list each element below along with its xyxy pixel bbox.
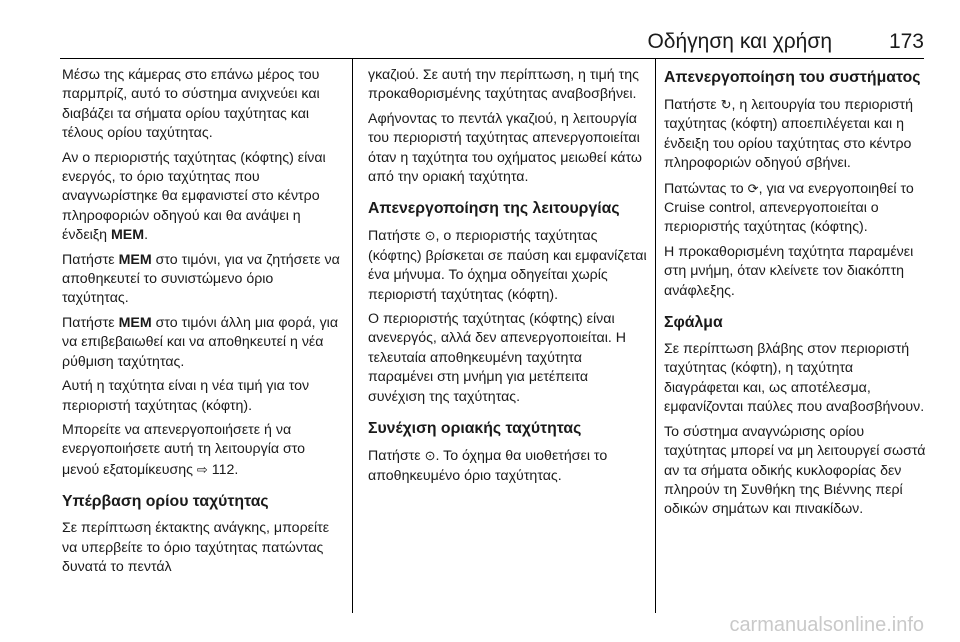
speed-limiter-pause-icon: ⊙ xyxy=(424,228,436,244)
page-number: 173 xyxy=(888,30,924,53)
mem-label: MEM xyxy=(110,227,145,244)
section-heading: Απενεργοποίηση της λειτουργίας xyxy=(368,200,620,218)
paragraph: Πατήστε MEM στο τιμόνι, για να ζητήσετε να αποθηκευτεί το συνιστώμενο όριο ταχύτητας. xyxy=(62,251,340,307)
paragraph: Σε περίπτωση βλάβης στον περιοριστή ταχύτητας (κόφτη), η ταχύτητα διαγράφεται και, ως αποτέλεσμα, εμφανίζονται παύλες που αναβοσβήνουν. xyxy=(664,341,925,416)
watermark: carmanualsonline.info xyxy=(729,614,924,636)
paragraph: γκαζιού. Σε αυτή την περίπτωση, η τιμή της προκαθορισμένης ταχύτητας αναβοσβήνει. xyxy=(368,67,639,103)
header-rule xyxy=(60,58,924,59)
paragraph: Πατήστε ↻, η λειτουργία του περιοριστή ταχύτητας (κόφτη) αποεπιλέγεται και η ένδειξη του ορίου ταχύτητας στο κέντρο πληροφοριών οδηγού σβήνει. xyxy=(664,97,913,172)
paragraph: Πατήστε ⊙. Το όχημα θα υιοθετήσει το αποθηκευμένο όριο ταχύτητας. xyxy=(368,448,608,484)
paragraph: Πατώντας το ⟳, για να ενεργοποιηθεί το Cruise control, απενεργοποιείται ο περιοριστής ταχύτητας (κόφτης). xyxy=(664,180,914,236)
page-reference-arrow-icon: ⇨ xyxy=(196,461,208,477)
column-divider-2 xyxy=(655,58,656,613)
speed-limiter-icon: ↻ xyxy=(720,97,732,112)
section-heading: Σφάλμα xyxy=(664,314,723,332)
paragraph: Μέσω της κάμερας στο επάνω μέρος του παρμπρίζ, αυτό το σύστημα ανιχνεύει και διαβάζει τα σήματα ορίου ταχύτητας και τέλους ορίου ταχύτητας. xyxy=(62,67,320,142)
column-2 xyxy=(368,66,648,491)
column-3 xyxy=(664,66,930,525)
paragraph: Το σύστημα αναγνώρισης ορίου ταχύτητας μπορεί να μη λειτουργεί σωστά αν τα σήματα οδικής κυκλοφορίας δεν πληρούν τη Συνθήκη της Βιέννης περί οδικών σημάτων και πινακίδων. xyxy=(664,423,926,518)
column-1 xyxy=(62,66,342,582)
paragraph: Αν ο περιοριστής ταχύτητας (κόφτης) είναι ενεργός, το όριο ταχύτητας που αναγνωρίστηκε θα εμφανιστεί στο κέντρο πληροφοριών οδηγού και θα ανάψει η ένδειξη MEM. xyxy=(62,149,326,244)
paragraph: Ο περιοριστής ταχύτητας (κόφτης) είναι ανενεργός, αλλά δεν απενεργοποιείται. Η τελευταία αποθηκευμένη ταχύτητα παραμένει στη μνήμη για μετέπειτα συνέχιση της ταχύτητας. xyxy=(368,311,626,405)
section-heading: Συνέχιση οριακής ταχύτητας xyxy=(368,420,582,438)
paragraph: Αφήνοντας το πεντάλ γκαζιού, η λειτουργία του περιοριστή ταχύτητας απενεργοποιείται όταν η ταχύτητα του οχήματος μειωθεί κάτω από την οριακή ταχύτητα. xyxy=(368,110,642,186)
mem-label: MEM xyxy=(118,314,152,331)
paragraph: Αυτή η ταχύτητα είναι η νέα τιμή για τον περιοριστή ταχύτητας (κόφτη). xyxy=(62,378,310,414)
cruise-control-icon: ⟳ xyxy=(747,180,759,196)
speed-limiter-resume-icon: ⊙ xyxy=(424,448,436,464)
column-divider-1 xyxy=(352,58,353,613)
paragraph: Η προκαθορισμένη ταχύτητα παραμένει στη μνήμη, όταν κλείνετε τον διακόπτη ανάφλεξης. xyxy=(664,243,914,299)
paragraph: Πατήστε ⊙, ο περιοριστής ταχύτητας (κόφτης) βρίσκεται σε παύση και εμφανίζεται ένα μήνυμα. Το όχημα οδηγείται χωρίς περιοριστή ταχύτητας (κόφτη). xyxy=(368,228,647,303)
mem-label: MEM xyxy=(118,251,152,268)
section-heading: Υπέρβαση ορίου ταχύτητας xyxy=(62,493,269,511)
paragraph: Σε περίπτωση έκτακτης ανάγκης, μπορείτε να υπερβείτε το όριο ταχύτητας πατώντας δυνατά το πεντάλ xyxy=(62,520,330,575)
paragraph: Πατήστε MEM στο τιμόνι άλλη μια φορά, για να επιβεβαιωθεί και να αποθηκευτεί η νέα ρύθμιση ταχύτητας. xyxy=(62,314,339,370)
section-heading: Απενεργοποίηση του συστήματος xyxy=(664,69,921,86)
paragraph: Μπορείτε να απενεργοποιήσετε ή να ενεργοποιήσετε αυτή τη λειτουργία στο μενού εξατομίκευσης ⇨ 112. xyxy=(62,421,306,478)
chapter-title: Οδήγηση και χρήση xyxy=(647,30,832,53)
